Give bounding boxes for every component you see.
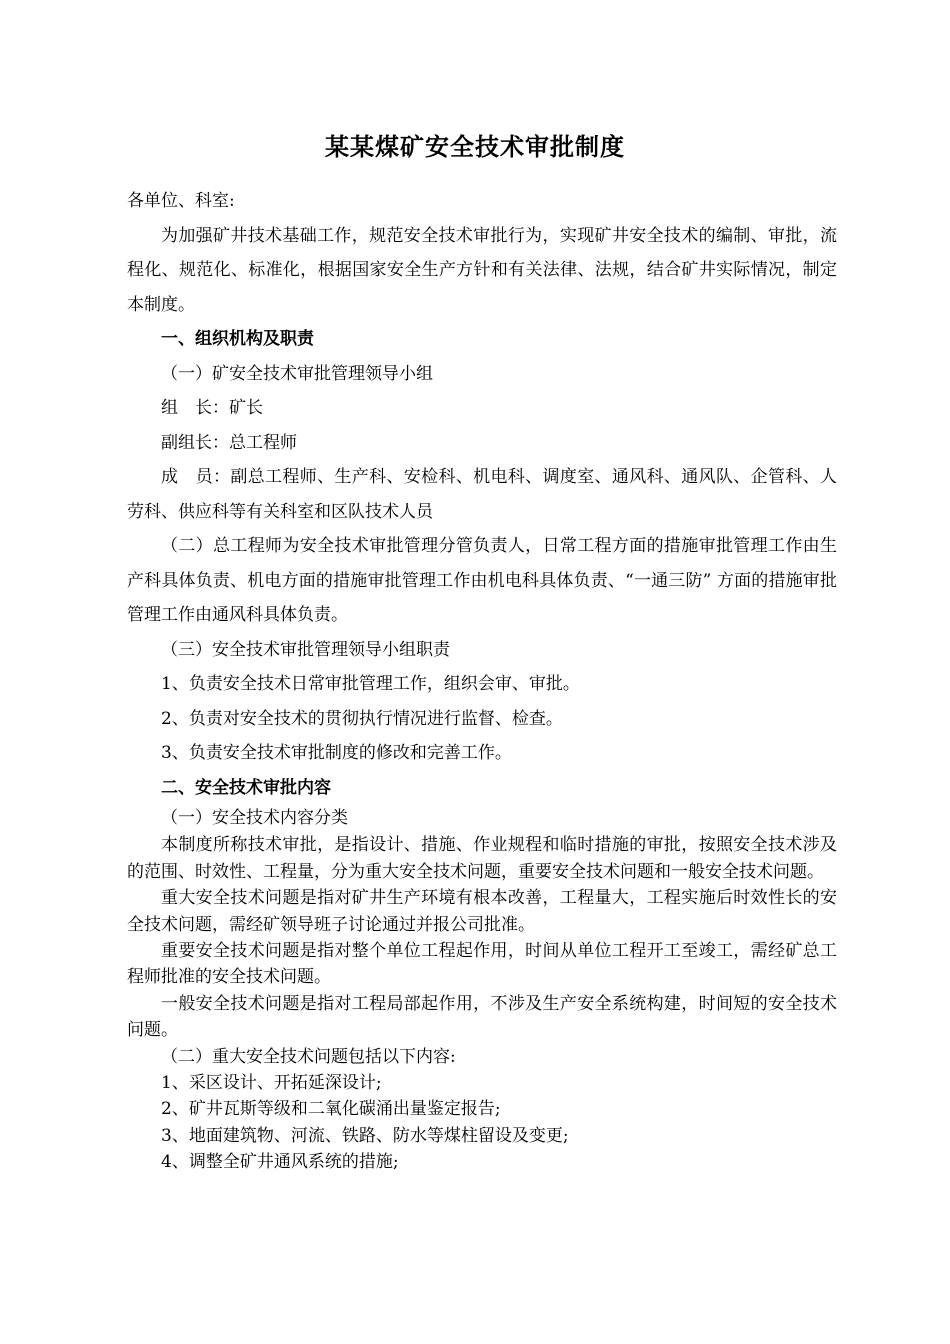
classification-paragraph: 本制度所称技术审批，是指设计、措施、作业规程和临时措施的审批，按照安全技术涉及的范围、时效性、工程量，分为重大安全技术问题，重要安全技术问题和一般安全技术问题。 — [127, 835, 837, 882]
list-item: 1、采区设计、开拓延深设计; — [161, 1073, 382, 1094]
section-heading-organization: 一、组织机构及职责 — [161, 329, 314, 349]
members-line: 成 员：副总工程师、生产科、安检科、机电科、调度室、通风科、通风队、企管科、人劳科、供应科等有关科室和区队技术人员 — [127, 467, 837, 522]
salutation: 各单位、科室: — [127, 191, 235, 211]
list-item: 4、调整全矿井通风系统的措施; — [161, 1152, 399, 1173]
page-title: 某某煤矿安全技术审批制度 — [325, 133, 625, 161]
subheading-major-issues-list: （二）重大安全技术问题包括以下内容: — [161, 1046, 456, 1067]
subheading-chief-engineer: （二）总工程师为安全技术审批管理分管负责人，日常工程方面的措施审批管理工作由生产科具体负责、机电方面的措施审批管理工作由机电科具体负责、“一通三防” 方面的措施审批管理工作由通风科具体负责。 — [127, 536, 837, 625]
list-item: 3、地面建筑物、河流、铁路、防水等煤柱留设及变更; — [161, 1125, 569, 1146]
subheading-group-duties: （三）安全技术审批管理领导小组职责 — [161, 639, 450, 660]
section-heading-approval-content: 二、安全技术审批内容 — [161, 777, 331, 798]
subheading-content-classification: （一）安全技术内容分类 — [161, 808, 348, 828]
important-issue-paragraph: 重要安全技术问题是指对整个单位工程起作用，时间从单位工程开工至竣工，需经矿总工程师批准的安全技术问题。 — [127, 941, 837, 988]
duty-item: 2、负责对安全技术的贯彻执行情况进行监督、检查。 — [161, 708, 563, 729]
intro-paragraph: 为加强矿井技术基础工作，规范安全技术审批行为，实现矿井安全技术的编制、审批，流程化、规范化、标准化，根据国家安全生产方针和有关法律、法规，结合矿井实际情况，制定本制度。 — [127, 225, 837, 315]
duty-item: 1、负责安全技术日常审批管理工作，组织会审、审批。 — [161, 674, 580, 694]
deputy-leader-line: 副组长：总工程师 — [161, 432, 297, 453]
subheading-leadership-group: （一）矿安全技术审批管理领导小组 — [161, 363, 433, 384]
major-issue-paragraph: 重大安全技术问题是指对矿井生产环境有根本改善，工程量大，工程实施后时效性长的安全技术问题，需经矿领导班子讨论通过并报公司批准。 — [127, 888, 837, 935]
list-item: 2、矿井瓦斯等级和二氧化碳涌出量鉴定报告; — [161, 1099, 501, 1120]
duty-item: 3、负责安全技术审批制度的修改和完善工作。 — [161, 743, 512, 763]
document-body — [127, 184, 837, 1176]
general-issue-paragraph: 一般安全技术问题是指对工程局部起作用，不涉及生产安全系统构建，时间短的安全技术问题。 — [127, 993, 837, 1041]
group-leader-line: 组 长：矿长 — [161, 398, 263, 418]
